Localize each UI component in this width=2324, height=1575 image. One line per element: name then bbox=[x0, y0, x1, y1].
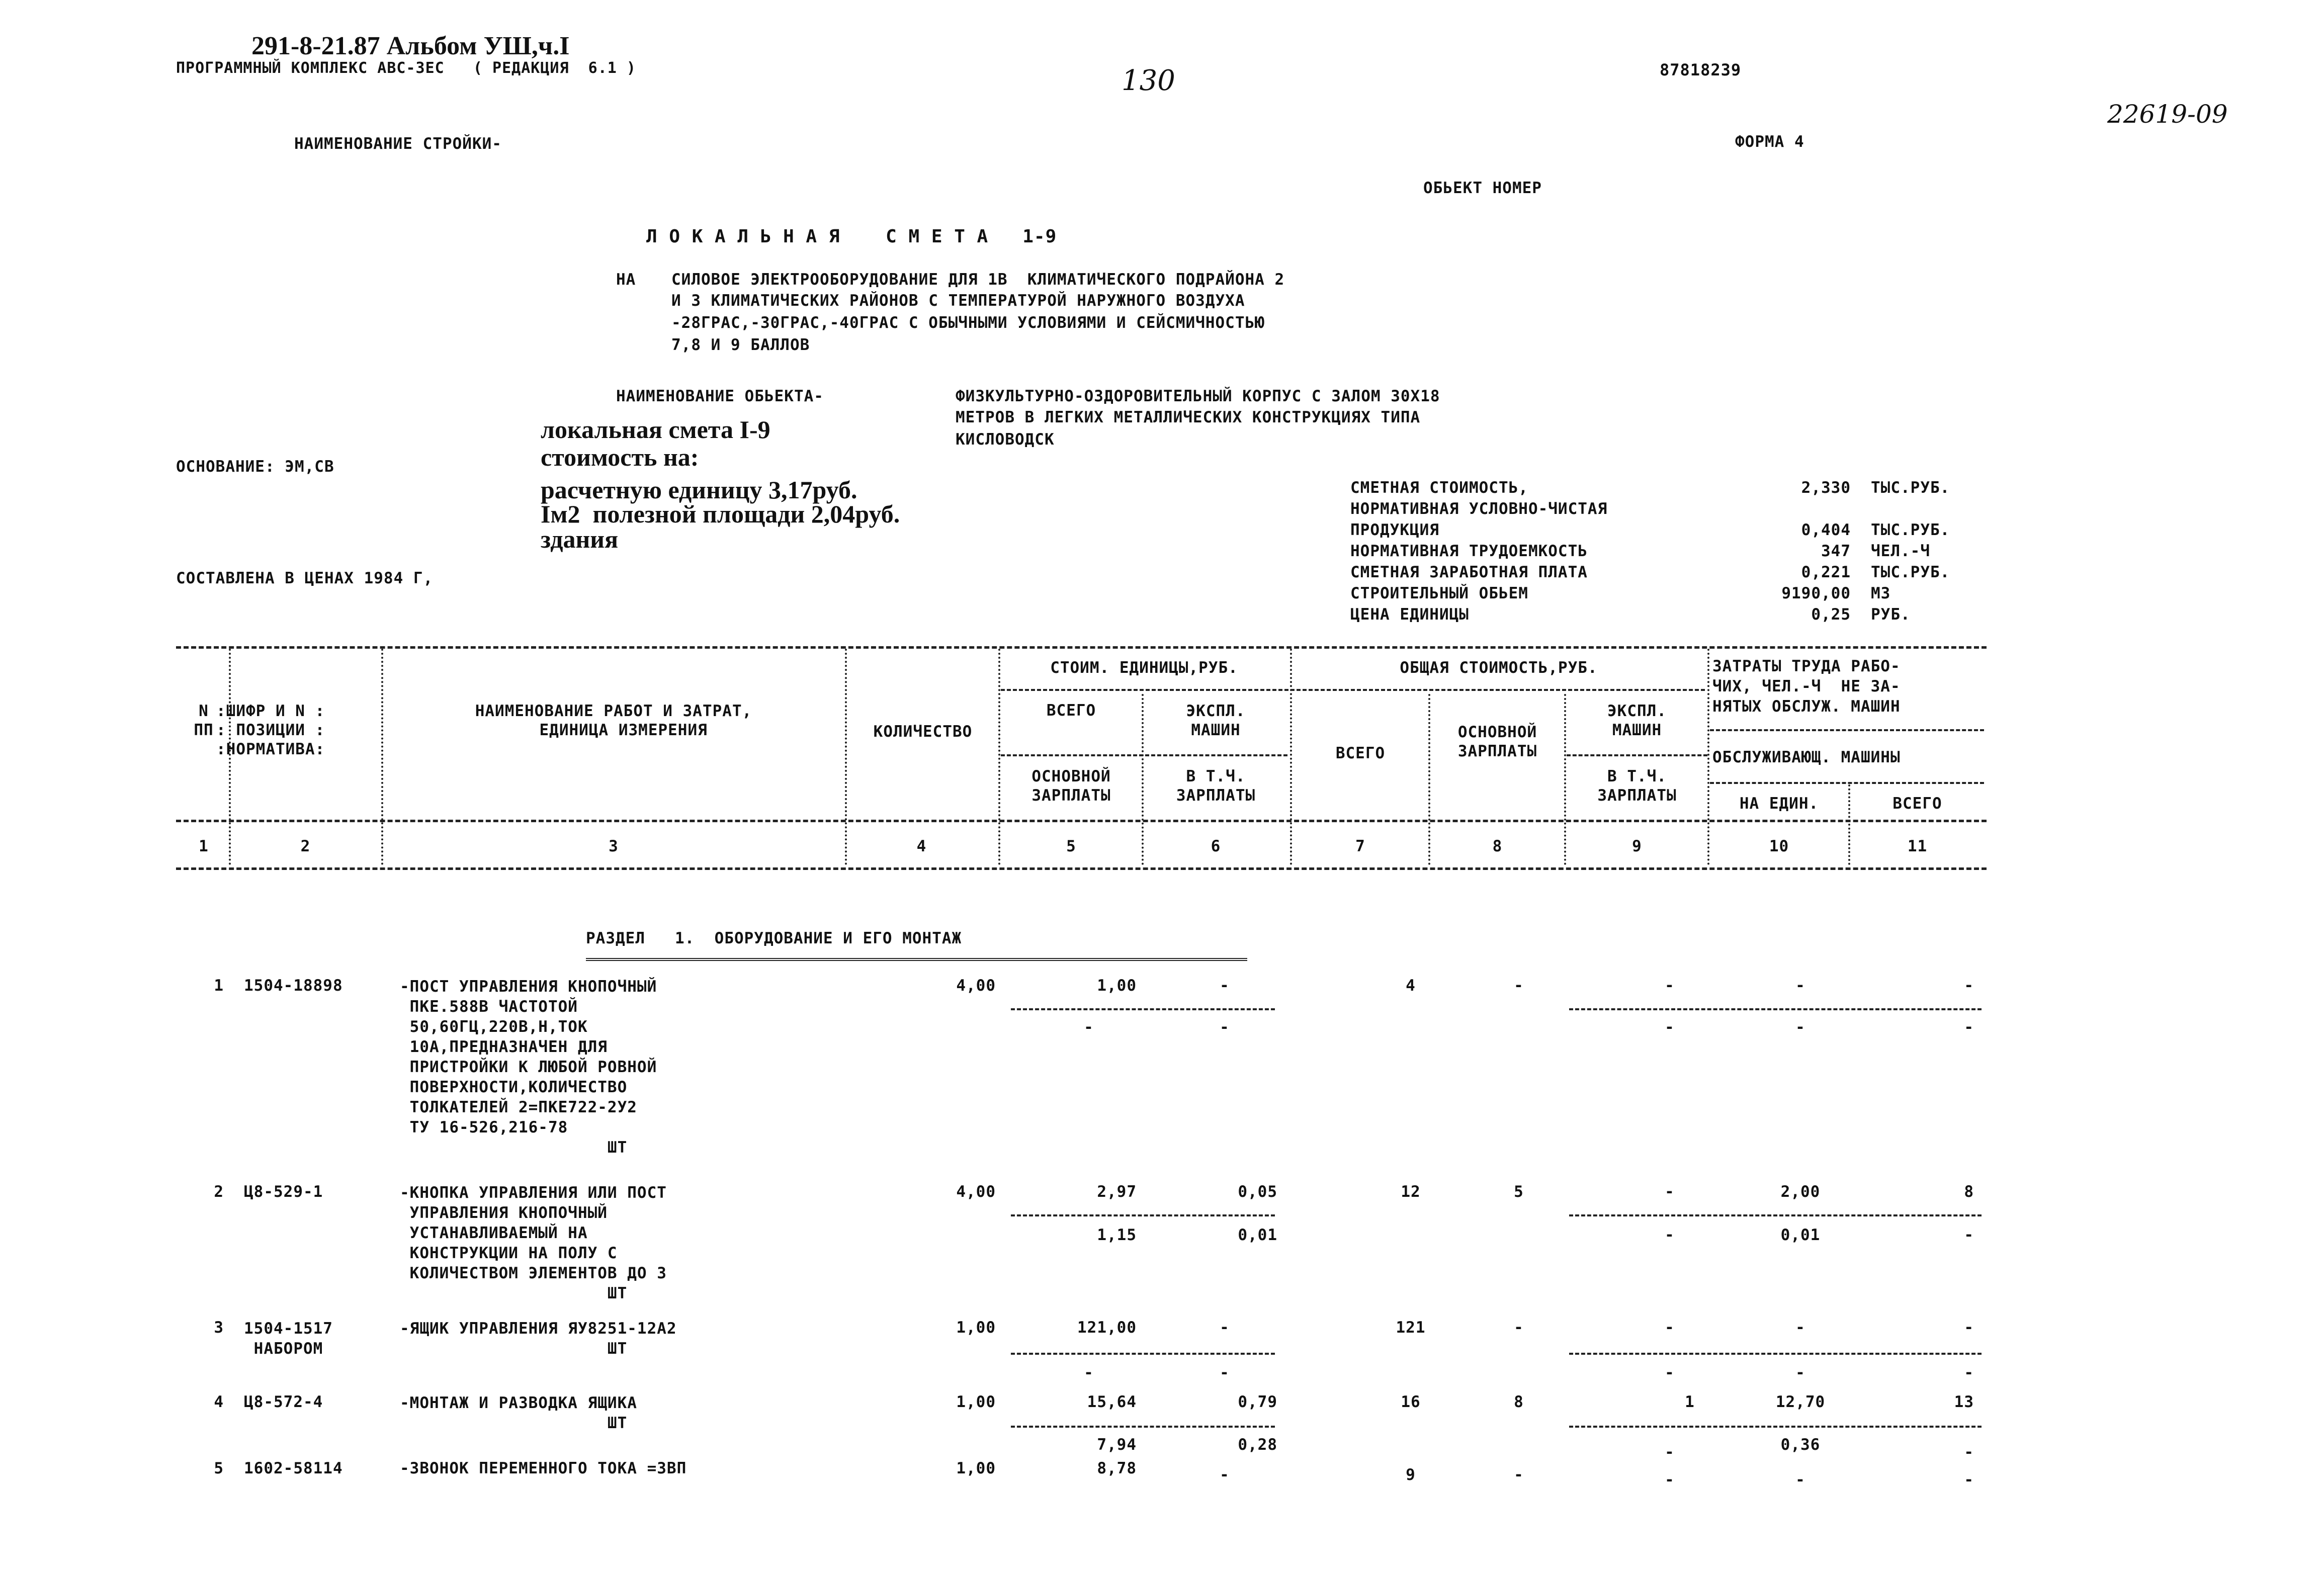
row-unit-wages: - bbox=[1084, 1364, 1094, 1382]
row-total: 4 bbox=[1406, 977, 1416, 995]
summary-label: ПРОДУКЦИЯ bbox=[1350, 521, 1439, 539]
col-number: 5 bbox=[1066, 837, 1076, 855]
row-subrule bbox=[1011, 1353, 1275, 1355]
row-total-wages: - bbox=[1514, 977, 1524, 995]
section-underline bbox=[586, 958, 1247, 961]
summary-unit: РУБ. bbox=[1871, 605, 1911, 624]
row-total-machines: - bbox=[1665, 1471, 1675, 1489]
object-line-1: ФИЗКУЛЬТУРНО-ОЗДОРОВИТЕЛЬНЫЙ КОРПУС С ЗАЛОМ 30Х18 bbox=[956, 387, 1440, 405]
row-code: Ц8-572-4 bbox=[244, 1393, 323, 1411]
row-unit-total: 2,97 bbox=[1097, 1183, 1137, 1201]
row-unit-machines: - bbox=[1220, 1319, 1230, 1337]
row-total-machines: 1 bbox=[1685, 1393, 1695, 1411]
row-unit-machine-wages: 0,01 bbox=[1238, 1226, 1277, 1244]
summary-value: 9190,00 bbox=[1781, 584, 1851, 602]
row-unit-total: 1,00 bbox=[1097, 977, 1137, 995]
row-code: Ц8-529-1 bbox=[244, 1183, 323, 1201]
group-rule bbox=[1001, 754, 1287, 756]
summary-label: НОРМАТИВНАЯ ТРУДОЕМКОСТЬ bbox=[1350, 542, 1588, 560]
row-unit-wages: 1,15 bbox=[1097, 1226, 1137, 1244]
summary-label: ЦЕНА ЕДИНИЦЫ bbox=[1350, 605, 1469, 624]
row-total-machine-wages: - bbox=[1665, 1018, 1675, 1036]
col-number: 10 bbox=[1769, 837, 1789, 855]
row-labor-unit: 2,00 bbox=[1780, 1183, 1821, 1201]
summary-value: 347 bbox=[1821, 542, 1851, 560]
row-total-machines: - bbox=[1665, 977, 1675, 995]
row-number: 5 bbox=[214, 1459, 224, 1477]
row-total-machine-wages: - bbox=[1665, 1443, 1675, 1461]
row-labor-total: 8 bbox=[1964, 1183, 1974, 1201]
row-labor-total: 13 bbox=[1954, 1393, 1974, 1411]
row-labor-total: - bbox=[1964, 977, 1974, 995]
object-line-3: КИСЛОВОДСК bbox=[956, 430, 1055, 449]
program-line: ПРОГРАММНЫЙ КОМПЛЕКС АВС-3ЕС ( РЕДАКЦИЯ 6.1 ) bbox=[176, 59, 636, 77]
column-divider bbox=[998, 649, 1000, 865]
handwritten-line-2: стоимость на: bbox=[541, 443, 699, 471]
column-divider bbox=[1290, 649, 1292, 865]
row-labor-unit: - bbox=[1795, 1471, 1805, 1489]
row-total-wages: 5 bbox=[1514, 1183, 1524, 1201]
row-subrule bbox=[1011, 1008, 1275, 1010]
row-name: -ЯЩИК УПРАВЛЕНИЯ ЯУ8251-12А2 ШТ bbox=[400, 1320, 677, 1358]
handwritten-line-1: локальная смета I-9 bbox=[541, 415, 770, 444]
col-5-header: ВСЕГО bbox=[1046, 702, 1096, 720]
summary-unit: ТЫС.РУБ. bbox=[1871, 479, 1950, 497]
row-qty: 1,00 bbox=[956, 1459, 996, 1477]
row-number: 2 bbox=[214, 1183, 224, 1201]
row-subrule bbox=[1569, 1426, 1982, 1428]
row-unit-machine-wages: 0,28 bbox=[1238, 1436, 1277, 1454]
col-n-header: N ПП bbox=[194, 702, 214, 739]
summary-label: НОРМАТИВНАЯ УСЛОВНО-ЧИСТАЯ bbox=[1350, 500, 1608, 518]
row-machine-labor-total: - bbox=[1964, 1226, 1974, 1244]
col-code-header: :ШИФР И N : : ПОЗИЦИИ : :НОРМАТИВА: bbox=[216, 702, 325, 758]
column-divider bbox=[1564, 694, 1566, 865]
row-unit-total: 15,64 bbox=[1087, 1393, 1137, 1411]
col-6-header: ЭКСПЛ. МАШИН bbox=[1186, 702, 1246, 739]
row-labor-total: - bbox=[1964, 1471, 1974, 1489]
row-total-wages: - bbox=[1514, 1319, 1524, 1337]
construction-name-label: НАИМЕНОВАНИЕ СТРОЙКИ- bbox=[294, 135, 502, 153]
row-labor-unit: 12,70 bbox=[1775, 1393, 1826, 1411]
basis-line: ОСНОВАНИЕ: ЭМ,СВ bbox=[176, 458, 334, 476]
col-number: 3 bbox=[609, 837, 619, 855]
row-machine-labor-total: - bbox=[1964, 1443, 1974, 1461]
row-subrule bbox=[1011, 1426, 1275, 1428]
row-subrule bbox=[1569, 1353, 1982, 1355]
col-number: 7 bbox=[1355, 837, 1365, 855]
subject-line-2: И 3 КЛИМАТИЧЕСКИХ РАЙОНОВ С ТЕМПЕРАТУРОЙ НАРУЖНОГО ВОЗДУХА bbox=[671, 292, 1245, 310]
header-top-rule bbox=[176, 646, 1987, 649]
group-rule bbox=[1001, 689, 1705, 691]
column-divider bbox=[845, 649, 847, 865]
row-name: -ЗВОНОК ПЕРЕМЕННОГО ТОКА =ЗВП bbox=[400, 1459, 687, 1477]
row-name: -МОНТАЖ И РАЗВОДКА ЯЩИКА ШТ bbox=[400, 1394, 637, 1432]
summary-label: СТРОИТЕЛЬНЫЙ ОБЬЕМ bbox=[1350, 584, 1528, 602]
number-row-rule bbox=[176, 867, 1987, 870]
row-unit-machines: 0,05 bbox=[1238, 1183, 1277, 1201]
row-qty: 1,00 bbox=[956, 1393, 996, 1411]
column-divider bbox=[1707, 649, 1709, 865]
row-unit-wages: - bbox=[1084, 1018, 1094, 1036]
column-divider bbox=[1142, 694, 1144, 865]
price-year-line: СОСТАВЛЕНА В ЦЕНАХ 1984 Г, bbox=[176, 569, 434, 587]
summary-value: 0,404 bbox=[1801, 521, 1851, 539]
row-unit-total: 8,78 bbox=[1097, 1459, 1137, 1477]
summary-unit: ТЫС.РУБ. bbox=[1871, 563, 1950, 581]
subject-on-label: НА bbox=[616, 271, 636, 289]
column-divider bbox=[1848, 784, 1850, 865]
row-number: 4 bbox=[214, 1393, 224, 1411]
document-code: 87818239 bbox=[1660, 60, 1742, 79]
col-number: 2 bbox=[300, 837, 311, 855]
labor-sub-header: ОБСЛУЖИВАЮЩ. МАШИНЫ bbox=[1712, 748, 1901, 766]
row-code: 1504-18898 bbox=[244, 977, 343, 995]
album-title: 291-8-21.87 Альбом УШ,ч.I bbox=[251, 32, 570, 60]
handwritten-line-5: здания bbox=[541, 525, 619, 553]
unit-cost-group-header: СТОИМ. ЕДИНИЦЫ,РУБ. bbox=[1050, 659, 1238, 677]
subject-line-4: 7,8 И 9 БАЛЛОВ bbox=[671, 336, 810, 354]
row-code: 1504-1517 НАБОРОМ bbox=[244, 1320, 333, 1358]
handwritten-line-4: Iм2 полезной площади 2,04руб. bbox=[541, 500, 900, 528]
row-number: 3 bbox=[214, 1319, 224, 1337]
form-number: ФОРМА 4 bbox=[1735, 133, 1804, 151]
row-total: 9 bbox=[1406, 1466, 1416, 1484]
column-divider bbox=[1428, 694, 1430, 865]
row-unit-total: 121,00 bbox=[1077, 1319, 1137, 1337]
row-unit-wages: 7,94 bbox=[1097, 1436, 1137, 1454]
row-name: -ПОСТ УПРАВЛЕНИЯ КНОПОЧНЫЙ ПКЕ.588В ЧАСТОТОЙ 50,60ГЦ,220В,Н,ТОК 10А,ПРЕДНАЗНАЧЕН ДЛЯ ПРИСТРОЙКИ К ЛЮБОЙ РОВНОЙ ПОВЕРХНОСТИ,КОЛИЧЕСТВО ТОЛКАТЕЛЕЙ 2=ПКЕ722-2У2 ТУ 16-526,216-78 ШТ bbox=[400, 978, 657, 1157]
row-machine-labor-total: - bbox=[1964, 1018, 1974, 1036]
row-unit-machines: - bbox=[1220, 977, 1230, 995]
row-unit-machines: 0,79 bbox=[1238, 1393, 1277, 1411]
summary-value: 2,330 bbox=[1801, 479, 1851, 497]
row-labor-total: - bbox=[1964, 1319, 1974, 1337]
summary-label: СМЕТНАЯ ЗАРАБОТНАЯ ПЛАТА bbox=[1350, 563, 1588, 581]
row-qty: 1,00 bbox=[956, 1319, 996, 1337]
subject-line-3: -28ГРАС,-30ГРАС,-40ГРАС С ОБЫЧНЫМИ УСЛОВИЯМИ И СЕЙСМИЧНОСТЬЮ bbox=[671, 314, 1265, 332]
col-6-sub-header: В Т.Ч. ЗАРПЛАТЫ bbox=[1176, 767, 1256, 805]
row-qty: 4,00 bbox=[956, 1183, 996, 1201]
col-5-sub-header: ОСНОВНОЙ ЗАРПЛАТЫ bbox=[1031, 767, 1111, 805]
object-line-2: МЕТРОВ В ЛЕГКИХ МЕТАЛЛИЧЕСКИХ КОНСТРУКЦИЯХ ТИПА bbox=[956, 408, 1421, 426]
row-name: -КНОПКА УПРАВЛЕНИЯ ИЛИ ПОСТ УПРАВЛЕНИЯ КНОПОЧНЫЙ УСТАНАВЛИВАЕМЫЙ НА КОНСТРУКЦИИ НА ПОЛУ С КОЛИЧЕСТВОМ ЭЛЕМЕНТОВ ДО 3 ШТ bbox=[400, 1184, 667, 1302]
row-unit-machine-wages: - bbox=[1220, 1364, 1230, 1382]
col-number: 6 bbox=[1211, 837, 1221, 855]
col-11-header: ВСЕГО bbox=[1892, 795, 1942, 813]
col-10-header: НА ЕДИН. bbox=[1739, 795, 1819, 813]
summary-value: 0,221 bbox=[1801, 563, 1851, 581]
handwritten-line-3: расчетную единицу 3,17руб. bbox=[541, 476, 857, 504]
group-rule bbox=[1567, 754, 1707, 756]
summary-value: 0,25 bbox=[1811, 605, 1851, 624]
row-code: 1602-58114 bbox=[244, 1459, 343, 1477]
section-heading: РАЗДЕЛ 1. ОБОРУДОВАНИЕ И ЕГО МОНТАЖ bbox=[586, 929, 962, 947]
row-total: 121 bbox=[1396, 1319, 1426, 1337]
row-total-machines: - bbox=[1665, 1319, 1675, 1337]
estimate-heading: Л О К А Л Ь Н А Я С М Е Т А 1-9 bbox=[646, 226, 1057, 247]
total-cost-group-header: ОБЩАЯ СТОИМОСТЬ,РУБ. bbox=[1400, 659, 1598, 677]
row-labor-unit: - bbox=[1795, 977, 1805, 995]
labor-group-header: ЗАТРАТЫ ТРУДА РАБО- ЧИХ, ЧЕЛ.-Ч НЕ ЗА- НЯТЫХ ОБСЛУЖ. МАШИН bbox=[1712, 657, 1901, 716]
row-subrule bbox=[1569, 1214, 1982, 1216]
row-total-machines: - bbox=[1665, 1183, 1675, 1201]
row-number: 1 bbox=[214, 977, 224, 995]
object-number-label: ОБЬЕКТ НОМЕР bbox=[1423, 179, 1542, 197]
row-unit-machines: - bbox=[1220, 1466, 1230, 1484]
col-9-sub-header: В Т.Ч. ЗАРПЛАТЫ bbox=[1597, 767, 1677, 805]
col-7-header: ВСЕГО bbox=[1335, 744, 1386, 762]
col-name-header: НАИМЕНОВАНИЕ РАБОТ И ЗАТРАТ, ЕДИНИЦА ИЗМЕРЕНИЯ bbox=[475, 702, 752, 739]
col-number: 11 bbox=[1907, 837, 1928, 855]
row-total-machine-wages: - bbox=[1665, 1226, 1675, 1244]
column-divider bbox=[381, 649, 383, 865]
col-number: 8 bbox=[1492, 837, 1503, 855]
row-total-wages: 8 bbox=[1514, 1393, 1524, 1411]
subject-line-1: СИЛОВОЕ ЭЛЕКТРООБОРУДОВАНИЕ ДЛЯ 1В КЛИМАТИЧЕСКОГО ПОДРАЙОНА 2 bbox=[671, 271, 1285, 289]
row-subrule bbox=[1569, 1008, 1982, 1010]
summary-label: СМЕТНАЯ СТОИМОСТЬ, bbox=[1350, 479, 1528, 497]
row-labor-unit: - bbox=[1795, 1319, 1805, 1337]
col-8-header: ОСНОВНОЙ ЗАРПЛАТЫ bbox=[1457, 723, 1537, 760]
col-number: 1 bbox=[199, 837, 209, 855]
row-unit-machine-wages: - bbox=[1220, 1018, 1230, 1036]
row-total: 12 bbox=[1401, 1183, 1421, 1201]
group-rule bbox=[1710, 729, 1984, 731]
row-machine-labor-unit: - bbox=[1795, 1364, 1805, 1382]
row-total: 16 bbox=[1401, 1393, 1421, 1411]
col-9-header: ЭКСПЛ. МАШИН bbox=[1607, 702, 1667, 739]
page-number: 130 bbox=[1122, 64, 1175, 97]
col-qty-header: КОЛИЧЕСТВО bbox=[873, 723, 973, 741]
col-number: 4 bbox=[916, 837, 927, 855]
archive-stamp: 22619-09 bbox=[2107, 100, 2228, 129]
row-qty: 4,00 bbox=[956, 977, 996, 995]
object-name-label: НАИМЕНОВАНИЕ ОБЬЕКТА- bbox=[616, 387, 824, 405]
summary-unit: ЧЕЛ.-Ч bbox=[1871, 542, 1930, 560]
row-machine-labor-unit: 0,36 bbox=[1780, 1436, 1821, 1454]
row-machine-labor-unit: - bbox=[1795, 1018, 1805, 1036]
row-total-wages: - bbox=[1514, 1466, 1524, 1484]
row-total-machine-wages: - bbox=[1665, 1364, 1675, 1382]
row-machine-labor-unit: 0,01 bbox=[1780, 1226, 1821, 1244]
group-rule bbox=[1710, 782, 1984, 784]
summary-unit: ТЫС.РУБ. bbox=[1871, 521, 1950, 539]
col-number: 9 bbox=[1632, 837, 1642, 855]
header-bottom-rule bbox=[176, 820, 1987, 822]
summary-unit: М3 bbox=[1871, 584, 1891, 602]
row-machine-labor-total: - bbox=[1964, 1364, 1974, 1382]
row-subrule bbox=[1011, 1214, 1275, 1216]
